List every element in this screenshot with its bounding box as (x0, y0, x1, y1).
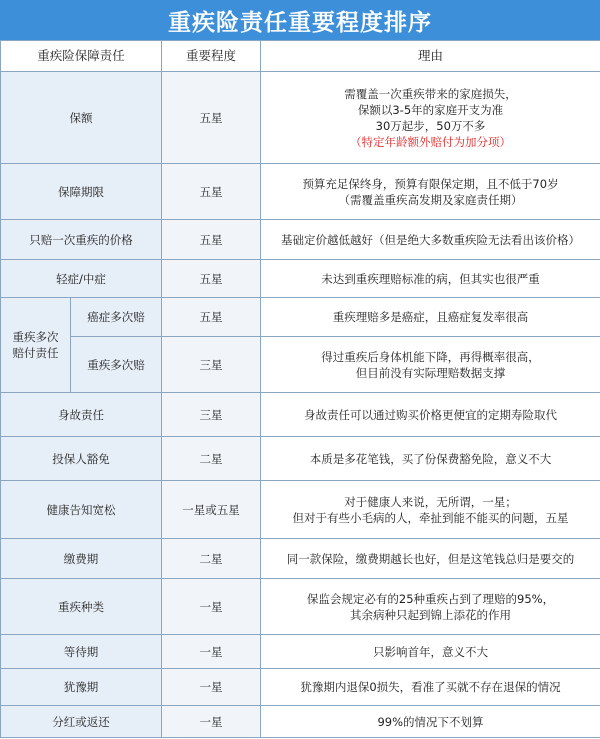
importance-cell: 五星 (162, 298, 261, 337)
coverage-cell: 分红或返还 (1, 706, 162, 738)
table-row (1, 437, 600, 481)
coverage-cell: 重疾多次赔 (71, 337, 162, 393)
header-reason: 理由 (261, 41, 600, 72)
table-row (1, 669, 600, 706)
reason-line: 但对于有些小毛病的人，牵扯到能不能买的问题，五星 (292, 510, 569, 525)
table-row (1, 539, 600, 579)
header-importance: 重要程度 (162, 41, 261, 72)
table-row (1, 635, 600, 669)
reason-line: 本质是多花笔钱，买了份保费豁免险，意义不大 (309, 451, 552, 466)
coverage-cell: 犹豫期 (1, 669, 162, 706)
table-row (1, 72, 600, 164)
table-row (1, 260, 600, 298)
reason-line: 保额以3-5年的家庭开支为准 (357, 102, 504, 117)
reason-line: 得过重疾后身体机能下降，再得概率很高， (321, 349, 540, 364)
importance-cell: 五星 (162, 164, 261, 220)
reason-line: 预算充足保终身，预算有限保定期，且不低于70岁 (302, 176, 559, 191)
reason-cell (261, 669, 600, 706)
table-row (1, 337, 600, 393)
table-header-row (1, 41, 600, 72)
reason-line: 其余病种只起到锦上添花的作用 (350, 607, 512, 622)
reason-cell (261, 220, 600, 260)
reason-cell (261, 481, 600, 539)
reason-line: 保监会规定必有的25种重疾占到了理赔的95%， (306, 591, 555, 606)
reason-cell (261, 298, 600, 337)
importance-cell: 三星 (162, 393, 261, 437)
coverage-cell: 健康告知宽松 (1, 481, 162, 539)
table-row (1, 393, 600, 437)
bonus-note: （特定年龄额外赔付为加分项） (350, 134, 512, 149)
reason-line: 99%的情况下不划算 (377, 714, 484, 729)
reason-line: 基础定价越低越好（但是绝大多数重疾险无法看出该价格） (281, 232, 581, 247)
reason-cell (261, 72, 600, 164)
importance-cell: 五星 (162, 260, 261, 298)
table-row (1, 220, 600, 260)
header-coverage: 重疾险保障责任 (1, 41, 162, 72)
reason-cell (261, 260, 600, 298)
reason-line: 身故责任可以通过购买价格更便宜的定期寿险取代 (304, 407, 558, 422)
reason-line: （需覆盖重疾高发期及家庭责任期） (338, 192, 523, 207)
reason-cell (261, 337, 600, 393)
importance-cell: 一星 (162, 635, 261, 669)
coverage-cell: 只赔一次重疾的价格 (1, 220, 162, 260)
reason-line: 犹豫期内退保0损失，看准了买就不存在退保的情况 (300, 680, 561, 694)
reason-cell (261, 635, 600, 669)
coverage-cell: 投保人豁免 (1, 437, 162, 481)
importance-cell: 五星 (162, 220, 261, 260)
page-title: 重疾险责任重要程度排序 (0, 0, 600, 40)
reason-cell (261, 437, 600, 481)
reason-cell (261, 539, 600, 579)
importance-cell: 一星 (162, 706, 261, 738)
reason-cell (261, 164, 600, 220)
reason-line: 同一款保险，缴费期越长也好，但是这笔钱总归是要交的 (286, 551, 575, 566)
reason-line: 未达到重疾理赔标准的病，但其实也很严重 (321, 271, 540, 286)
table-row (1, 579, 600, 635)
reason-line: 但目前没有实际理赔数据支撑 (355, 365, 506, 380)
reason-cell (261, 393, 600, 437)
reason-line: 对于健康人来说，无所谓，一星； (344, 494, 517, 509)
coverage-cell: 等待期 (1, 635, 162, 669)
importance-cell: 二星 (162, 539, 261, 579)
coverage-cell: 轻症/中症 (1, 260, 162, 298)
coverage-cell: 保额 (1, 72, 162, 164)
importance-cell: 三星 (162, 337, 261, 393)
coverage-cell: 癌症多次赔 (71, 298, 162, 337)
table-row (1, 481, 600, 539)
importance-cell: 一星或五星 (162, 481, 261, 539)
reason-cell (261, 579, 600, 635)
table-row (1, 164, 600, 220)
reason-cell (261, 706, 600, 738)
importance-cell: 一星 (162, 579, 261, 635)
reason-line: 只影响首年，意义不大 (373, 644, 489, 659)
importance-cell: 五星 (162, 72, 261, 164)
multi-claim-group (1, 298, 71, 393)
coverage-cell: 保障期限 (1, 164, 162, 220)
table-row (1, 706, 600, 738)
importance-cell: 二星 (162, 437, 261, 481)
reason-line: 30万起步，50万不多 (375, 118, 486, 133)
coverage-cell: 重疾种类 (1, 579, 162, 635)
coverage-cell: 身故责任 (1, 393, 162, 437)
table-row (1, 298, 600, 337)
importance-cell: 一星 (162, 669, 261, 706)
reason-line: 需覆盖一次重疾带来的家庭损失， (344, 86, 517, 101)
coverage-cell: 缴费期 (1, 539, 162, 579)
ranking-table (0, 40, 600, 738)
reason-line: 重疾理赔多是癌症，且癌症复发率很高 (332, 310, 529, 324)
group-label: 重疾多次赔付责任 (12, 330, 59, 360)
